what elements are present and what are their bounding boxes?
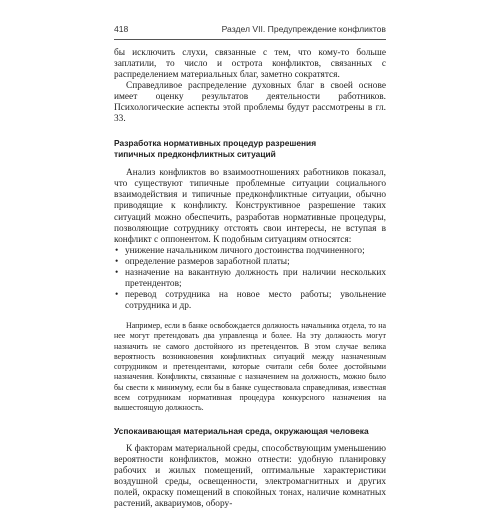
list-item-text: унижение начальником личного достоинства подчиненного;	[125, 245, 365, 256]
list-item-text: определение размеров заработной платы;	[125, 256, 290, 267]
section-heading-normative-procedures	[114, 138, 386, 159]
bullet-glyph: •	[115, 289, 119, 300]
paragraph-continuation: бы исключить слухи, связанные с тем, что кому-то больше заплатили, то число и острота конфликтов, связанных с распределением материальных благ, заметно сократятся.	[114, 48, 386, 81]
page-body	[114, 48, 386, 510]
list-item	[114, 268, 386, 290]
list-item-text: назначение на вакантную должность при наличии нескольких претендентов;	[125, 267, 386, 289]
example-paragraph: Например, если в банке освобождается должность начальника отдела, то на нее могут претендовать два управленца и более. На эту должность могут назначить не самого достойного из претендентов. В этом случае велика вероятность возникновения конфликтных ситуаций между назначенным сотрудником и претендентами, которые считали себя более достойными назначения. Конфликты, связанные с назначением на должность, можно было бы свести к минимуму, если бы в банке существовала справедливая, известная всем сотрудникам нормативная процедура конкурсного назначения на вышестоящую должность.	[114, 320, 386, 413]
situations-list	[114, 246, 386, 312]
list-item	[114, 257, 386, 268]
heading-line-1: Разработка нормативных процедур разрешения	[114, 138, 317, 149]
paragraph-spiritual-goods: Справедливое распределение духовных благ в своей основе имеет оценку результатов деятельности работников. Психологические аспекты этой проблемы будут рассмотрены в гл. 33.	[114, 81, 386, 125]
running-title: Раздел VII. Предупреждение конфликтов	[221, 24, 386, 34]
bullet-glyph: •	[115, 256, 119, 267]
paragraph-material-factors: К факторам материальной среды, способствующим уменьшению вероятности конфликтов, можно отнести: удобную планировку рабочих и жилых помещений, оптимальные характеристики воздушной среды, освещенности, электромагнитных и других полей, окраску помещений в спокойных тонах, наличие комнатных растений, аквариумов, обору-	[114, 444, 386, 510]
list-item	[114, 246, 386, 257]
paragraph-conflict-analysis: Анализ конфликтов во взаимоотношениях работников показал, что существуют типичные проблемные ситуации социального взаимодействия и типичные предконфликтные ситуации, обычно приводящие к конфликту. Конструктивное разрешение таких ситуаций можно обеспечить, разработав нормативные процедуры, позволяющие сотруднику отстоять свои интересы, не вступая в конфликт с оппонентом. К подобным ситуациям относятся:	[114, 168, 386, 245]
heading-line-2: типичных предконфликтных ситуаций	[114, 148, 276, 159]
section-heading-material-environment: Успокаивающая материальная среда, окружающая человека	[114, 425, 369, 436]
bullet-glyph: •	[115, 245, 119, 256]
list-item-text: перевод сотрудника на новое место работы; увольнение сотрудника и др.	[125, 289, 386, 311]
list-item	[114, 290, 386, 312]
page-header	[114, 21, 386, 40]
bullet-glyph: •	[115, 267, 119, 278]
page-number: 418	[114, 24, 129, 34]
